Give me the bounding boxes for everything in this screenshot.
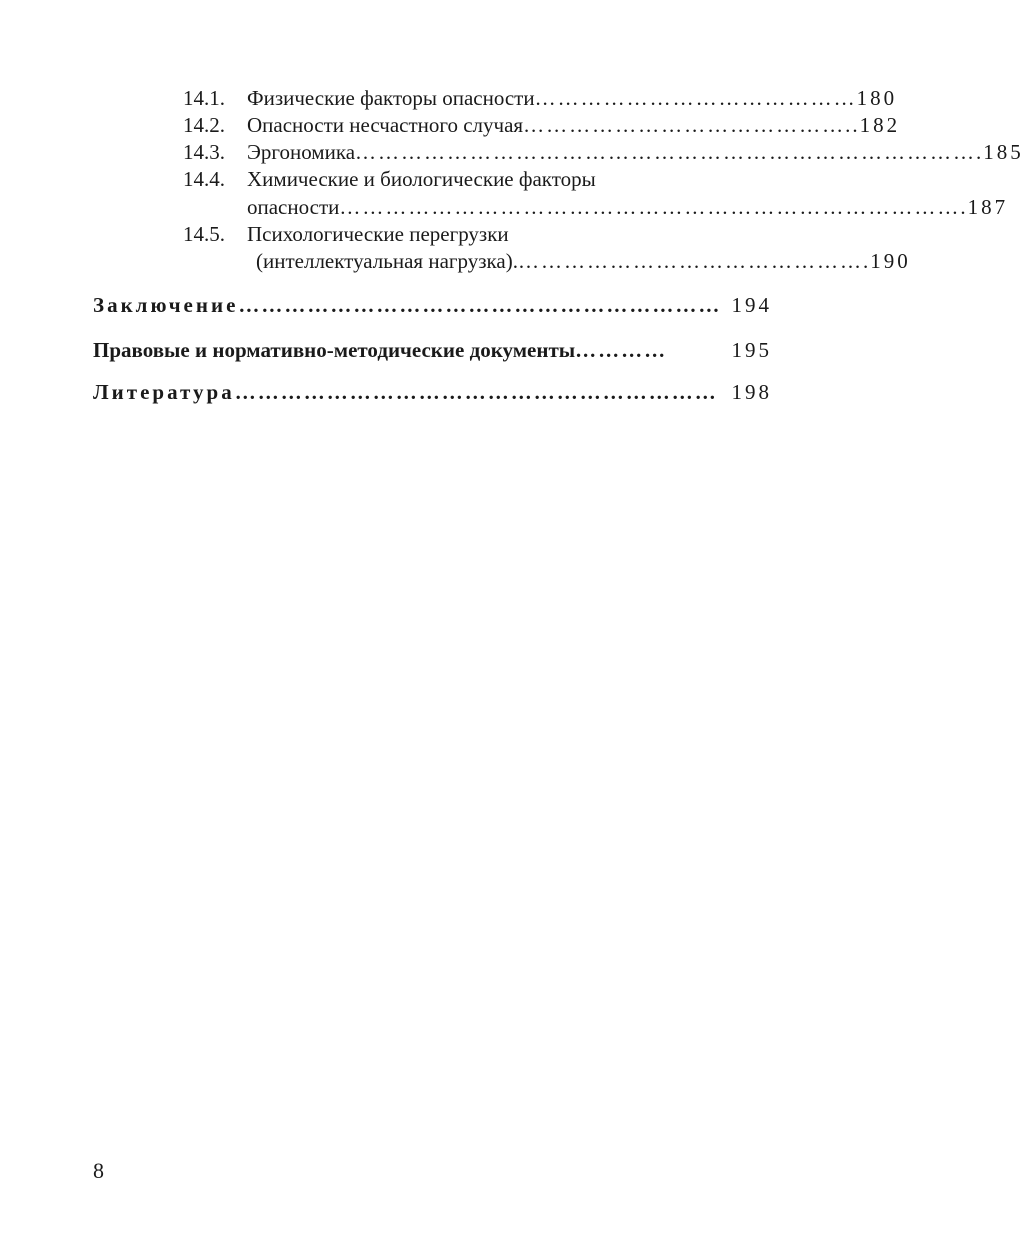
toc-section-title: Заключение	[93, 293, 239, 317]
toc-leader-dots: ……………………………………	[534, 86, 857, 110]
toc-section-title: Правовые и нормативно-методические документы	[93, 338, 576, 362]
toc-leader-dots: ……………………………………….	[517, 249, 871, 273]
toc-item-title: Опасности несчастного случая	[247, 113, 524, 137]
toc-section-literature[interactable]	[93, 379, 772, 405]
toc-section-legal-documents[interactable]	[93, 337, 772, 363]
toc-item-number: 14.1.	[183, 86, 225, 110]
page-number: 8	[93, 1158, 104, 1183]
toc-section-page: 195	[731, 338, 772, 362]
toc-item-page: 190	[870, 249, 911, 273]
toc-item-page: 187	[967, 195, 1009, 219]
toc-item[interactable]	[247, 194, 1009, 220]
toc-item-page: 185	[983, 140, 1024, 164]
toc-section-title: Литература	[93, 380, 235, 404]
toc-section-page: 198	[731, 380, 772, 404]
toc-item[interactable]	[247, 112, 901, 138]
toc-item-title-line1[interactable]: Химические и биологические факторы	[247, 167, 596, 191]
toc-item-page: 180	[856, 86, 898, 110]
toc-item[interactable]	[256, 248, 911, 274]
toc-item-number: 14.5.	[183, 222, 225, 246]
toc-item-title-line1[interactable]: Психологические перегрузки	[247, 222, 509, 246]
toc-section-conclusion[interactable]	[93, 292, 772, 318]
toc-item-number: 14.4.	[183, 167, 225, 191]
toc-item-number: 14.2.	[183, 113, 225, 137]
toc-leader-dots: ………………………………………………………	[234, 380, 718, 404]
toc-leader-dots: …………	[575, 338, 668, 362]
toc-item-title: опасности	[247, 195, 340, 219]
toc-item-page: 182	[859, 113, 901, 137]
toc-leader-dots: ……………………………………………………………………….	[355, 140, 984, 164]
toc-leader-dots: ……………………………………..	[523, 113, 860, 137]
toc-section-page: 194	[731, 293, 772, 317]
toc-item[interactable]	[247, 85, 898, 111]
toc-leader-dots: ……………………………………………………………………….	[339, 195, 968, 219]
toc-item-number: 14.3.	[183, 140, 225, 164]
toc-item-title: Физические факторы опасности	[247, 86, 535, 110]
toc-item-title: Эргономика	[247, 140, 356, 164]
toc-leader-dots: ………………………………………………………	[238, 293, 722, 317]
toc-item-title: (интеллектуальная нагрузка).	[256, 249, 518, 273]
toc-item[interactable]	[247, 139, 1024, 165]
